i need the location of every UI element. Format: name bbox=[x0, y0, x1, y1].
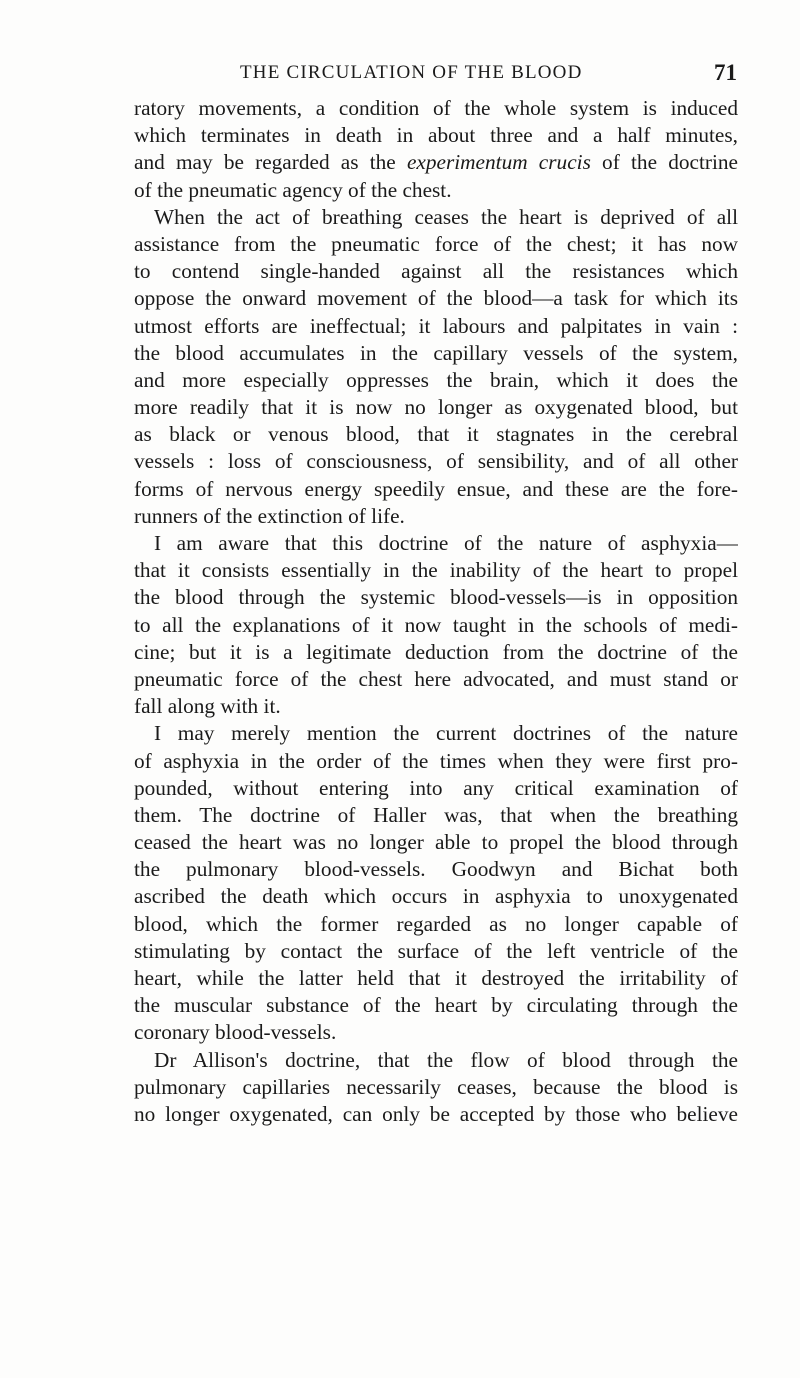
text-line: the pulmonary blood-vessels. Goodwyn and Bichat both bbox=[134, 857, 738, 882]
text-line: cine; but it is a legitimate deduction from the doctrine of the bbox=[134, 639, 738, 664]
text-line: fall along with it. bbox=[134, 694, 281, 719]
text-line: vessels : loss of consciousness, of sensibility, and of all other bbox=[134, 449, 738, 474]
page-number: 71 bbox=[714, 60, 737, 85]
text-line: that it consists essentially in the inability of the heart to propel bbox=[134, 558, 738, 583]
text-line: utmost efforts are ineffectual; it labours and palpitates in vain : bbox=[134, 313, 738, 338]
text-line: the muscular substance of the heart by circulating through the bbox=[134, 993, 738, 1018]
text-line: pulmonary capillaries necessarily ceases, because the blood is bbox=[134, 1074, 738, 1099]
text-line: I am aware that this doctrine of the nature of asphyxia— bbox=[154, 531, 738, 555]
body-text bbox=[134, 95, 738, 1128]
text-line: runners of the extinction of life. bbox=[134, 503, 405, 528]
text-line: and more especially oppresses the brain, which it does the bbox=[134, 367, 738, 392]
text-line: ratory movements, a condition of the whole system is induced bbox=[134, 96, 738, 120]
text-line: of asphyxia in the order of the times when they were first pro- bbox=[134, 748, 738, 773]
text-line: as black or venous blood, that it stagnates in the cerebral bbox=[134, 422, 738, 447]
text-line: more readily that it is now no longer as oxygenated blood, but bbox=[134, 395, 738, 420]
text-line: the blood accumulates in the capillary vessels of the system, bbox=[134, 340, 738, 365]
text-line: no longer oxygenated, can only be accepted by those who believe bbox=[134, 1101, 738, 1126]
text-line: ceased the heart was no longer able to propel the blood through bbox=[134, 830, 738, 855]
text-line: Dr Allison's doctrine, that the flow of blood through the bbox=[154, 1047, 738, 1072]
running-title: THE CIRCULATION OF THE BLOOD bbox=[240, 62, 583, 83]
text-line: pounded, without entering into any critical examination of bbox=[134, 775, 738, 800]
text-line: blood, which the former regarded as no longer capable of bbox=[134, 911, 738, 936]
text-line: I may merely mention the current doctrines of the nature bbox=[154, 721, 738, 746]
text-line: forms of nervous energy speedily ensue, and these are the fore- bbox=[134, 476, 738, 501]
text-line: which terminates in death in about three and a half minutes, bbox=[134, 123, 738, 148]
text-line: pneumatic force of the chest here advocated, and must stand or bbox=[134, 666, 738, 691]
text-line: to contend single-handed against all the resistances which bbox=[134, 259, 738, 284]
text-line: assistance from the pneumatic force of the chest; it has now bbox=[134, 231, 738, 256]
text-line: heart, while the latter held that it destroyed the irritability of bbox=[134, 966, 738, 990]
text-line: stimulating by contact the surface of the left ventricle of the bbox=[134, 938, 738, 963]
italic-phrase: experimentum crucis bbox=[406, 150, 591, 175]
text-line: to all the explanations of it now taught in the schools of medi- bbox=[134, 612, 738, 637]
running-header bbox=[134, 60, 737, 90]
text-line: of the pneumatic agency of the chest. bbox=[134, 177, 452, 202]
text-line: and may be regarded as the experimentum crucis of the doctrine bbox=[134, 150, 738, 175]
text-line: coronary blood-vessels. bbox=[134, 1020, 337, 1045]
text-line: ascribed the death which occurs in asphyxia to unoxygenated bbox=[134, 884, 738, 909]
text-line: the blood through the systemic blood-vessels—is in opposition bbox=[134, 585, 738, 610]
text-line: When the act of breathing ceases the heart is deprived of all bbox=[154, 204, 738, 229]
text-line: them. The doctrine of Haller was, that when the breathing bbox=[134, 802, 738, 827]
text-line: oppose the onward movement of the blood—a task for which its bbox=[134, 286, 738, 311]
